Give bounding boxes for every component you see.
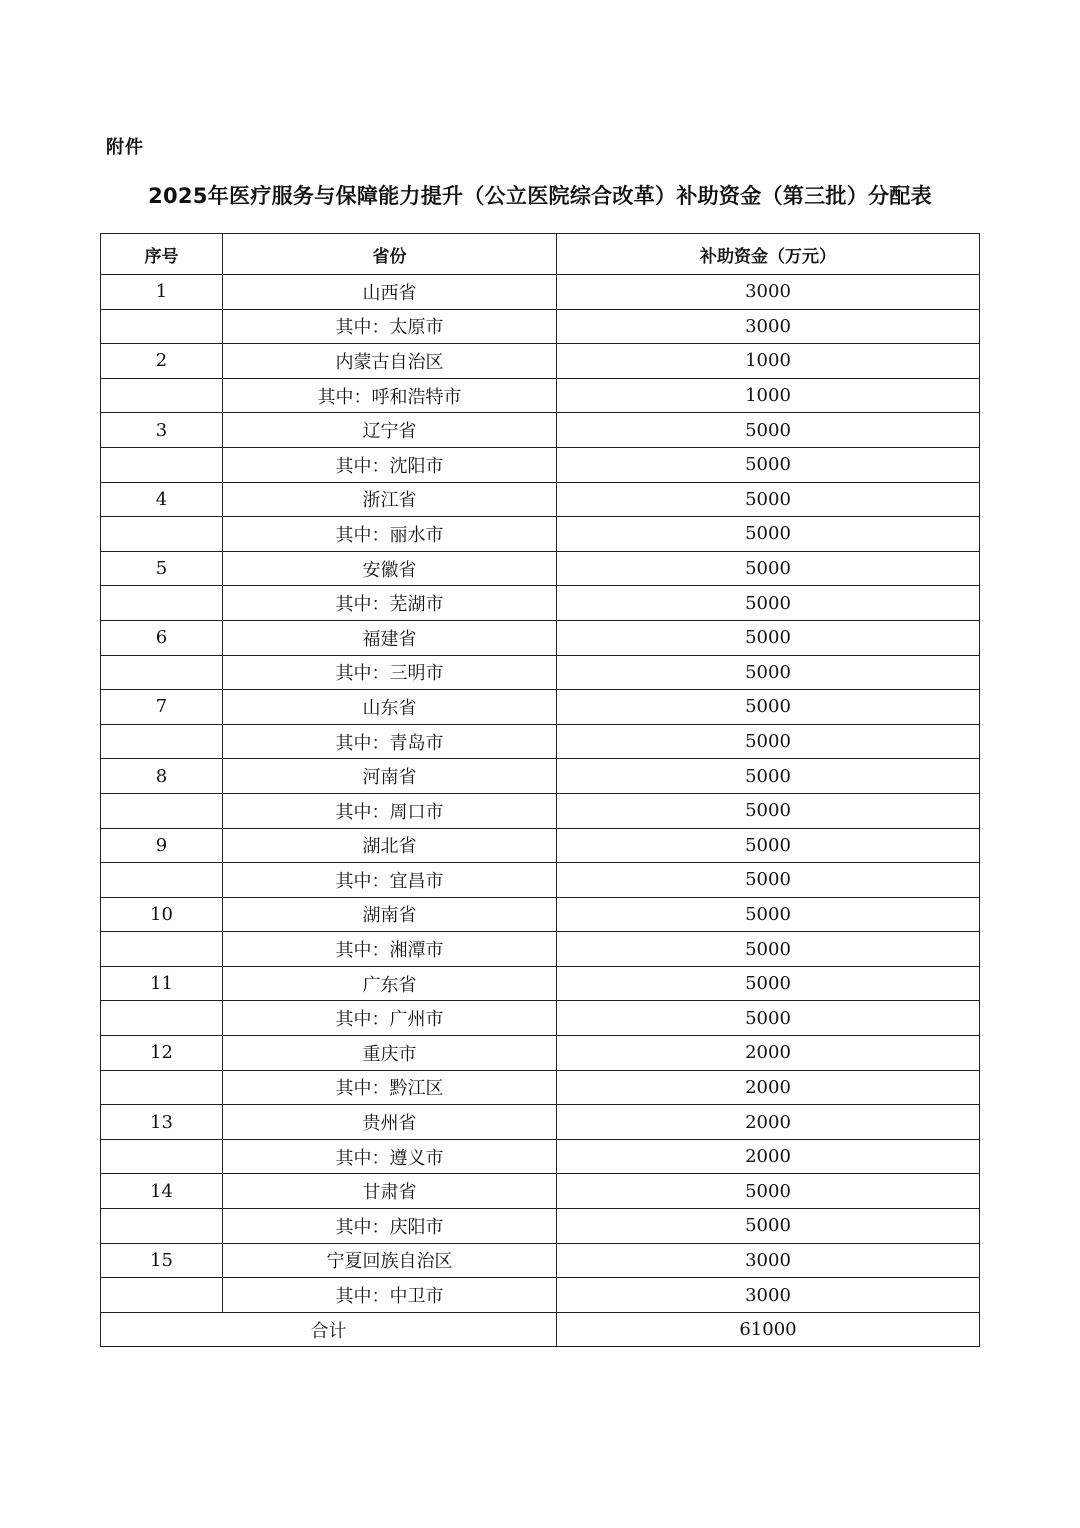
table-row xyxy=(101,275,980,310)
table-row xyxy=(101,966,980,1001)
seq-cell xyxy=(101,863,223,898)
seq-cell xyxy=(101,1070,223,1105)
amount-cell: 5000 xyxy=(557,551,980,586)
province-cell: 其中：三明市 xyxy=(223,655,557,690)
amount-cell: 3000 xyxy=(557,275,980,310)
table-row xyxy=(101,517,980,552)
amount-cell: 2000 xyxy=(557,1036,980,1071)
seq-cell: 13 xyxy=(101,1105,223,1140)
amount-cell: 2000 xyxy=(557,1070,980,1105)
province-cell: 浙江省 xyxy=(223,482,557,517)
amount-cell: 5000 xyxy=(557,1001,980,1036)
table-row xyxy=(101,655,980,690)
seq-cell: 11 xyxy=(101,966,223,1001)
province-cell: 其中：周口市 xyxy=(223,793,557,828)
table-header-row xyxy=(101,234,980,275)
seq-cell xyxy=(101,1278,223,1313)
table-row xyxy=(101,1139,980,1174)
table-row xyxy=(101,828,980,863)
province-cell: 其中：黔江区 xyxy=(223,1070,557,1105)
province-cell: 其中：庆阳市 xyxy=(223,1209,557,1244)
seq-cell: 8 xyxy=(101,759,223,794)
amount-cell: 3000 xyxy=(557,309,980,344)
seq-cell xyxy=(101,1209,223,1244)
table-row xyxy=(101,620,980,655)
seq-cell: 6 xyxy=(101,620,223,655)
amount-cell: 5000 xyxy=(557,932,980,967)
table-row xyxy=(101,1070,980,1105)
amount-cell: 5000 xyxy=(557,863,980,898)
province-cell: 广东省 xyxy=(223,966,557,1001)
table-row xyxy=(101,897,980,932)
seq-cell: 7 xyxy=(101,690,223,725)
province-cell: 宁夏回族自治区 xyxy=(223,1243,557,1278)
table-row xyxy=(101,724,980,759)
table-row xyxy=(101,1105,980,1140)
table-row xyxy=(101,447,980,482)
amount-cell: 3000 xyxy=(557,1278,980,1313)
table-row xyxy=(101,413,980,448)
header-province: 省份 xyxy=(223,234,557,275)
seq-cell: 12 xyxy=(101,1036,223,1071)
province-cell: 其中：中卫市 xyxy=(223,1278,557,1313)
table-row xyxy=(101,863,980,898)
province-cell: 其中：太原市 xyxy=(223,309,557,344)
province-cell: 其中：广州市 xyxy=(223,1001,557,1036)
amount-cell: 1000 xyxy=(557,378,980,413)
province-cell: 其中：湘潭市 xyxy=(223,932,557,967)
seq-cell xyxy=(101,655,223,690)
table-row xyxy=(101,586,980,621)
province-cell: 其中：青岛市 xyxy=(223,724,557,759)
seq-cell: 1 xyxy=(101,275,223,310)
seq-cell xyxy=(101,447,223,482)
province-cell: 甘肃省 xyxy=(223,1174,557,1209)
table-row xyxy=(101,1174,980,1209)
province-cell: 湖北省 xyxy=(223,828,557,863)
table-row xyxy=(101,344,980,379)
amount-cell: 5000 xyxy=(557,517,980,552)
amount-cell: 5000 xyxy=(557,966,980,1001)
table-row xyxy=(101,932,980,967)
header-seq: 序号 xyxy=(101,234,223,275)
total-label: 合计 xyxy=(101,1312,557,1347)
amount-cell: 2000 xyxy=(557,1139,980,1174)
table-row xyxy=(101,309,980,344)
amount-cell: 5000 xyxy=(557,447,980,482)
amount-cell: 5000 xyxy=(557,620,980,655)
seq-cell: 14 xyxy=(101,1174,223,1209)
amount-cell: 5000 xyxy=(557,759,980,794)
province-cell: 贵州省 xyxy=(223,1105,557,1140)
table-row xyxy=(101,793,980,828)
amount-cell: 5000 xyxy=(557,655,980,690)
seq-cell: 10 xyxy=(101,897,223,932)
amount-cell: 5000 xyxy=(557,1209,980,1244)
attachment-label: 附件 xyxy=(106,137,144,158)
seq-cell: 3 xyxy=(101,413,223,448)
province-cell: 辽宁省 xyxy=(223,413,557,448)
seq-cell: 9 xyxy=(101,828,223,863)
amount-cell: 5000 xyxy=(557,413,980,448)
seq-cell xyxy=(101,309,223,344)
amount-cell: 5000 xyxy=(557,690,980,725)
province-cell: 其中：宜昌市 xyxy=(223,863,557,898)
allocation-table xyxy=(100,233,980,1347)
province-cell: 湖南省 xyxy=(223,897,557,932)
province-cell: 其中：丽水市 xyxy=(223,517,557,552)
province-cell: 重庆市 xyxy=(223,1036,557,1071)
amount-cell: 5000 xyxy=(557,724,980,759)
table-row xyxy=(101,378,980,413)
seq-cell xyxy=(101,1139,223,1174)
amount-cell: 5000 xyxy=(557,828,980,863)
total-amount: 61000 xyxy=(557,1312,980,1347)
table-row xyxy=(101,1036,980,1071)
table-row xyxy=(101,482,980,517)
table-row xyxy=(101,1278,980,1313)
table-row xyxy=(101,1243,980,1278)
table-row xyxy=(101,1209,980,1244)
province-cell: 河南省 xyxy=(223,759,557,794)
province-cell: 其中：呼和浩特市 xyxy=(223,378,557,413)
seq-cell xyxy=(101,724,223,759)
seq-cell xyxy=(101,378,223,413)
seq-cell xyxy=(101,1001,223,1036)
seq-cell: 4 xyxy=(101,482,223,517)
table-row xyxy=(101,759,980,794)
table-row xyxy=(101,551,980,586)
province-cell: 其中：芜湖市 xyxy=(223,586,557,621)
province-cell: 山西省 xyxy=(223,275,557,310)
province-cell: 其中：遵义市 xyxy=(223,1139,557,1174)
amount-cell: 5000 xyxy=(557,586,980,621)
amount-cell: 5000 xyxy=(557,1174,980,1209)
table-row xyxy=(101,1001,980,1036)
amount-cell: 5000 xyxy=(557,897,980,932)
seq-cell: 15 xyxy=(101,1243,223,1278)
seq-cell xyxy=(101,932,223,967)
seq-cell xyxy=(101,793,223,828)
province-cell: 内蒙古自治区 xyxy=(223,344,557,379)
province-cell: 山东省 xyxy=(223,690,557,725)
seq-cell xyxy=(101,517,223,552)
amount-cell: 2000 xyxy=(557,1105,980,1140)
document-title: 2025年医疗服务与保障能力提升（公立医院综合改革）补助资金（第三批）分配表 xyxy=(148,184,932,208)
amount-cell: 5000 xyxy=(557,482,980,517)
seq-cell: 2 xyxy=(101,344,223,379)
amount-cell: 3000 xyxy=(557,1243,980,1278)
amount-cell: 5000 xyxy=(557,793,980,828)
table-body xyxy=(101,275,980,1313)
amount-cell: 1000 xyxy=(557,344,980,379)
province-cell: 其中：沈阳市 xyxy=(223,447,557,482)
header-amount: 补助资金（万元） xyxy=(557,234,980,275)
province-cell: 福建省 xyxy=(223,620,557,655)
seq-cell: 5 xyxy=(101,551,223,586)
total-row xyxy=(101,1312,980,1347)
seq-cell xyxy=(101,586,223,621)
table-row xyxy=(101,690,980,725)
province-cell: 安徽省 xyxy=(223,551,557,586)
